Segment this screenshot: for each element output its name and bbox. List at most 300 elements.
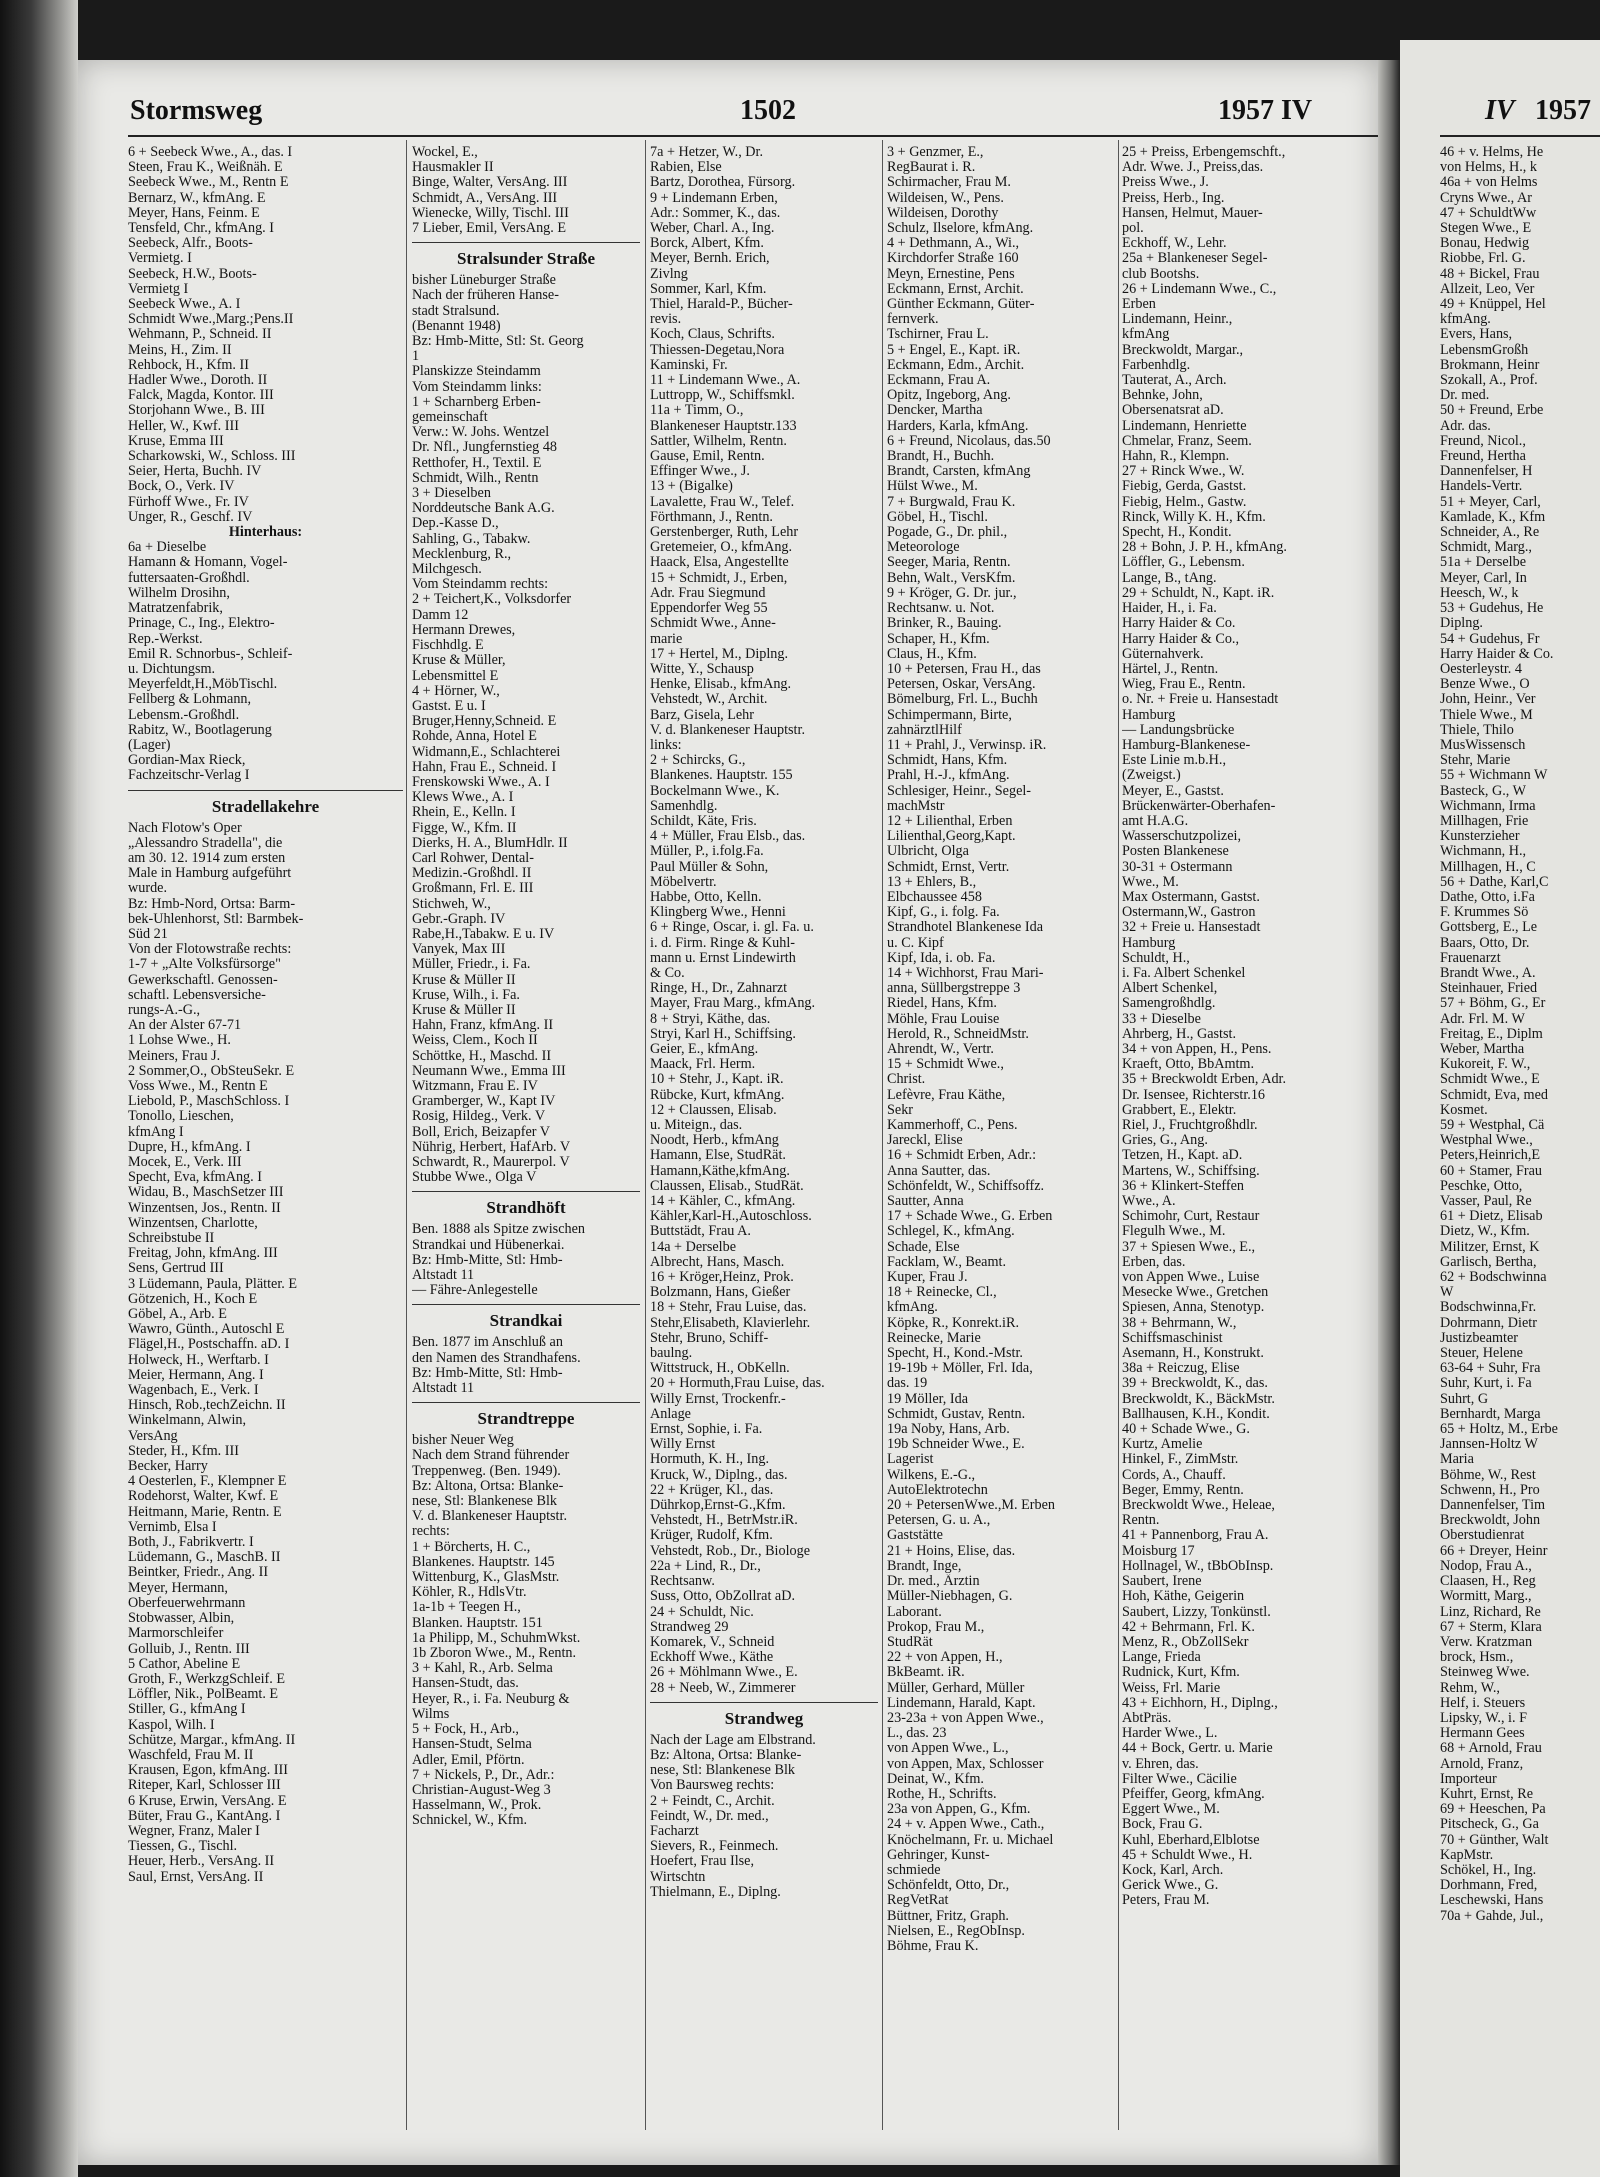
directory-entry: Knöchelmann, Fr. u. Michael [887, 1832, 1054, 1848]
directory-entry: machMstr [887, 798, 945, 814]
directory-entry: Adr. Frau Siegmund [650, 585, 766, 601]
directory-entry: 5 + Fock, H., Arb., [412, 1722, 519, 1738]
directory-entry: Winzentsen, Jos., Rentn. II [128, 1200, 281, 1216]
directory-entry: Saubert, Lizzy, Tonkünstl. [1122, 1604, 1271, 1620]
directory-entry: 4 + Hörner, W., [412, 683, 500, 699]
directory-entry: Brandt Wwe., A. [1440, 965, 1536, 981]
directory-entry: Rosig, Hildeg., Verk. V [412, 1109, 546, 1125]
directory-entry: 35 + Breckwoldt Erben, Adr. [1122, 1072, 1287, 1088]
directory-entry: Winkelmann, Alwin, [128, 1413, 247, 1429]
directory-entry: Obersenatsrat aD. [1122, 403, 1224, 419]
directory-entry: Bock, Frau G. [1122, 1817, 1203, 1833]
directory-entry: i. Fa. Albert Schenkel [1122, 965, 1246, 981]
directory-entry: Schlesiger, Heinr., Segel- [887, 783, 1032, 799]
directory-entry: Schmidt, Hans, Kfm. [887, 753, 1008, 769]
directory-entry: Cords, A., Chauff. [1122, 1467, 1226, 1483]
directory-entry: 24 + v. Appen Wwe., Cath., [887, 1817, 1045, 1833]
directory-entry: u. Dichtungsm. [128, 661, 216, 677]
directory-entry: Schade, Else [887, 1239, 960, 1255]
directory-entry: Witte, Y., Schausp [650, 661, 754, 677]
directory-entry: Planskizze Steindamm [412, 364, 541, 380]
directory-entry: Millhagen, H., C [1440, 859, 1536, 875]
directory-entry: Oberfeuerwehrmann [128, 1595, 246, 1611]
directory-entry: Freund, Hertha [1440, 449, 1526, 465]
directory-entry: Mesecke Wwe., Gretchen [1122, 1285, 1269, 1301]
directory-entry: Kukoreit, F. W., [1440, 1057, 1531, 1073]
directory-entry: 34 + von Appen, H., Pens. [1122, 1041, 1272, 1057]
directory-entry: 2 Sommer,O., ObSteuSekr. E [128, 1063, 295, 1079]
directory-entry: Bz: Altona, Ortsa: Blanke- [650, 1747, 802, 1763]
directory-entry: Habbe, Otto, Kelln. [650, 889, 762, 905]
directory-entry: Harry Haider & Co., [1122, 631, 1240, 647]
directory-entry: Eppendorfer Weg 55 [650, 601, 768, 617]
directory-entry: W [1440, 1285, 1454, 1301]
directory-entry: Both, J., Fabrikvertr. I [128, 1535, 254, 1551]
directory-entry: Golluib, J., Rentn. III [128, 1641, 250, 1657]
directory-entry: „Alessandro Stradella", die [128, 835, 283, 851]
directory-entry: Götzenich, H., Koch E [128, 1291, 258, 1307]
directory-entry: am 30. 12. 1914 zum ersten [128, 850, 286, 866]
directory-entry: Henke, Elisab., kfmAng. [650, 677, 792, 693]
directory-entry: links: [650, 737, 682, 753]
directory-entry: Rohde, Anna, Hotel E [412, 729, 537, 745]
directory-entry: Schulz, Ilselore, kfmAng. [887, 221, 1034, 237]
directory-entry: 63-64 + Suhr, Fra [1440, 1361, 1541, 1377]
directory-entry: 51a + Derselbe [1440, 555, 1526, 571]
directory-entry: Eckmann, Edm., Archit. [887, 357, 1025, 373]
directory-entry: 7a + Hetzer, W., Dr. [650, 145, 764, 160]
directory-entry: 20 + PetersenWwe.,M. Erben [887, 1498, 1055, 1514]
directory-entry: Mecklenburg, R., [412, 546, 512, 562]
directory-entry: Fiebig, Gerda, Gastst. [1122, 479, 1247, 495]
directory-entry: Dr. med., Ärztin [887, 1574, 980, 1590]
directory-entry: Erben, das. [1122, 1254, 1186, 1270]
column-divider [406, 140, 407, 2130]
directory-entry: Büttner, Fritz, Graph. [887, 1908, 1009, 1924]
directory-entry: Petersen, G. u. A., [887, 1513, 991, 1529]
directory-entry: Vehstedt, W., Archit. [650, 692, 768, 708]
directory-entry: 67 + Sterm, Klara [1440, 1619, 1542, 1635]
page-edge [1378, 60, 1400, 2165]
directory-entry: Rodehorst, Walter, Kwf. E [128, 1489, 279, 1505]
directory-entry: von Helms, H., k [1440, 160, 1537, 176]
directory-entry: Hadler Wwe., Doroth. II [128, 373, 268, 389]
directory-entry: Tonollo, Lieschen, [128, 1109, 234, 1125]
directory-entry: Komarek, V., Schneid [650, 1634, 775, 1650]
directory-entry: club Bootshs. [1122, 266, 1200, 282]
directory-entry: Wilhelm Drosihn, [128, 585, 230, 601]
directory-entry: Schmidt, Ernst, Vertr. [887, 859, 1010, 875]
directory-entry: Wwe., M. [1122, 874, 1179, 890]
directory-entry: Gramberger, W., Kapt IV [412, 1094, 556, 1110]
directory-entry: Binge, Walter, VersAng. III [412, 175, 568, 191]
directory-entry: Meyerfeldt,H.,MöbTischl. [128, 677, 278, 693]
section-heading: Hinterhaus: [228, 525, 303, 541]
directory-entry: 25 + Preiss, Erbengemschft., [1122, 145, 1286, 160]
directory-entry: Gehringer, Kunst- [887, 1847, 990, 1863]
directory-entry: Ulbricht, Olga [887, 844, 969, 860]
directory-entry: Peters,Heinrich,E [1440, 1148, 1541, 1164]
directory-entry: Este Linie m.b.H., [1122, 753, 1227, 769]
directory-entry: Müller-Niebhagen, G. [887, 1589, 1013, 1605]
directory-entry: Evers, Hans, [1440, 327, 1513, 343]
directory-entry: Schimpermann, Birte, [887, 707, 1012, 723]
directory-entry: Rinck, Willy K. H., Kfm. [1122, 509, 1266, 525]
directory-entry: 22 + Krüger, Kl., das. [650, 1482, 774, 1498]
directory-entry: Brückenwärter-Oberhafen- [1122, 798, 1276, 814]
directory-entry: rungs-A.-G., [128, 1002, 201, 1018]
directory-entry: Hülst Wwe., M. [887, 479, 978, 495]
directory-entry: Marmorschleifer [128, 1626, 224, 1642]
directory-entry: Wieg, Frau E., Rentn. [1122, 677, 1246, 693]
directory-entry: Flägel,H., Postschaffn. aD. I [128, 1337, 290, 1353]
directory-entry: 4 + Müller, Frau Elsb., das. [650, 829, 806, 845]
directory-entry: Bz: Altona, Ortsa: Blanke- [412, 1478, 564, 1494]
directory-entry: 6 + Ringe, Oscar, i. gl. Fa. u. [650, 920, 814, 936]
directory-entry: Kamlade, K., Kfm [1440, 509, 1546, 525]
directory-entry: Kraeft, Otto, BbAmtm. [1122, 1057, 1255, 1073]
directory-entry: 19b Schneider Wwe., E. [887, 1437, 1025, 1453]
directory-entry: 40 + Schade Wwe., G. [1122, 1422, 1250, 1438]
directory-entry: Thiel, Harald-P., Bücher- [650, 297, 793, 313]
directory-entry: LebensmGroßh [1440, 342, 1529, 358]
facing-header-rule [1440, 135, 1600, 137]
directory-entry: Behn, Walt., VersKfm. [887, 570, 1016, 586]
directory-entry: Schökel, H., Ing. [1440, 1862, 1537, 1878]
directory-entry: AbtPräs. [1122, 1710, 1172, 1726]
directory-entry: Gastst. E u. I [412, 698, 486, 714]
directory-entry: Milchgesch. [412, 562, 482, 578]
directory-entry: Lindemann, Henriette [1122, 418, 1247, 434]
directory-entry: Kruse, Emma III [128, 433, 224, 449]
directory-entry: Nach der früheren Hanse- [412, 288, 559, 304]
directory-entry: Meyer, Carl, In [1440, 570, 1527, 586]
directory-entry: Anlage [650, 1406, 691, 1422]
directory-entry: Samenhdlg. [650, 798, 718, 814]
directory-entry: Bock, O., Verk. IV [128, 479, 235, 495]
directory-entry: amt H.A.G. [1122, 813, 1189, 829]
directory-entry: Rep.-Werkst. [128, 631, 203, 647]
directory-entry: Schmidt Wwe., E [1440, 1072, 1540, 1088]
directory-entry: Ballhausen, K.H., Kondit. [1122, 1406, 1270, 1422]
directory-entry: Kaspol, Wilh. I [128, 1717, 215, 1733]
directory-entry: 26 + Lindemann Wwe., C., [1122, 281, 1277, 297]
directory-entry: 51 + Meyer, Carl, [1440, 494, 1541, 510]
street-heading: Strandtreppe [412, 1402, 640, 1431]
directory-entry: Saul, Ernst, VersAng. II [128, 1869, 264, 1885]
directory-entry: 33 + Dieselbe [1122, 1011, 1201, 1027]
directory-entry: 25a + Blankeneser Segel- [1122, 251, 1268, 267]
directory-entry: Von Baursweg rechts: [650, 1778, 775, 1794]
directory-entry: Wehmann, P., Schneid. II [128, 327, 272, 343]
directory-entry: Steen, Frau K., Weißnäh. E [128, 160, 283, 176]
directory-entry: Wildeisen, W., Pens. [887, 190, 1004, 206]
directory-entry: Matratzenfabrik, [128, 601, 223, 617]
directory-entry: 47 + SchuldtWw [1440, 205, 1537, 221]
directory-entry: 46a + von Helms [1440, 175, 1538, 191]
directory-entry: Stiller, G., kfmAng I [128, 1702, 246, 1718]
directory-entry: Köpke, R., Konrekt.iR. [887, 1315, 1020, 1331]
directory-entry: Güternahverk. [1122, 646, 1204, 662]
directory-entry: Sommer, Karl, Kfm. [650, 281, 767, 297]
directory-entry: Hamburg [1122, 707, 1176, 723]
directory-entry: Specht, H., Kondit. [1122, 525, 1232, 541]
directory-entry: Heller, W., Kwf. III [128, 418, 239, 434]
directory-entry: Kock, Karl, Arch. [1122, 1862, 1224, 1878]
directory-entry: Rudnick, Kurt, Kfm. [1122, 1665, 1240, 1681]
page-year-volume: 1957 IV [1218, 95, 1313, 126]
directory-entry: Rübcke, Kurt, kfmAng. [650, 1087, 785, 1103]
directory-entry: Strandhotel Blankenese Ida [887, 920, 1044, 936]
directory-entry: Specht, Eva, kfmAng. I [128, 1170, 262, 1186]
directory-entry: V. d. Blankeneser Hauptstr. [650, 722, 805, 738]
directory-entry: Hamann,Käthe,kfmAng. [650, 1163, 790, 1179]
directory-entry: 5 + Engel, E., Kapt. iR. [887, 342, 1021, 358]
directory-entry: 6 + Seebeck Wwe., A., das. I [128, 145, 293, 160]
directory-entry: Hamburg-Blankenese- [1122, 737, 1251, 753]
directory-entry: von Appen Wwe., Luise [1122, 1270, 1260, 1286]
directory-entry: Kuper, Frau J. [887, 1270, 968, 1286]
directory-entry: Adler, Emil, Pförtn. [412, 1752, 525, 1768]
directory-entry: Laborant. [887, 1604, 942, 1620]
directory-entry: (Zweigst.) [1122, 768, 1181, 784]
directory-column-5 [1122, 145, 1378, 2145]
directory-entry: Vehstedt, Rob., Dr., Biologe [650, 1543, 810, 1559]
directory-entry: Oberstudienrat [1440, 1528, 1525, 1544]
directory-entry: Damm 12 [412, 607, 469, 623]
directory-entry: Baars, Otto, Dr. [1440, 935, 1530, 951]
directory-entry: Groth, F., WerkzgSchleif. E [128, 1671, 286, 1687]
directory-entry: Kruse & Müller, [412, 653, 506, 669]
directory-entry: Freitag, E., Diplm [1440, 1026, 1543, 1042]
directory-entry: Nielsen, E., RegObInsp. [887, 1923, 1025, 1939]
directory-entry: 54 + Gudehus, Fr [1440, 631, 1540, 647]
directory-entry: 6 + Freund, Nicolaus, das.50 [887, 433, 1051, 449]
directory-entry: Schaper, H., Kfm. [887, 631, 990, 647]
directory-entry: 39 + Breckwoldt, K., das. [1122, 1376, 1268, 1392]
directory-entry: (Benannt 1948) [412, 318, 501, 334]
directory-entry: Basteck, G., W [1440, 783, 1527, 799]
directory-entry: Benze Wwe., O [1440, 677, 1530, 693]
directory-entry: Lebensmittel E [412, 668, 499, 684]
directory-entry: Bartz, Dorothea, Fürsorg. [650, 175, 796, 191]
directory-entry: Blankenes. Hauptstr. 145 [412, 1554, 555, 1570]
directory-entry: Dührkop,Ernst-G.,Kfm. [650, 1498, 786, 1514]
directory-entry: Suss, Otto, ObZollrat aD. [650, 1589, 796, 1605]
directory-entry: Garlisch, Bertha, [1440, 1254, 1537, 1270]
directory-entry: Haack, Elsa, Angestellte [650, 555, 789, 571]
directory-entry: Rehm, W., [1440, 1680, 1500, 1696]
directory-entry: Fachzeitschr-Verlag I [128, 768, 250, 784]
directory-entry: Blankeneser Hauptstr.133 [650, 418, 797, 434]
directory-entry: Moisburg 17 [1122, 1543, 1195, 1559]
directory-entry: Nach dem Strand führender [412, 1448, 570, 1464]
directory-entry: 12 + Claussen, Elisab. [650, 1102, 777, 1118]
directory-entry: Gause, Emil, Rentn. [650, 449, 765, 465]
directory-entry: Schmidt, Gustav, Rentn. [887, 1406, 1026, 1422]
directory-entry: Vom Steindamm rechts: [412, 577, 549, 593]
directory-entry: Wagenbach, E., Verk. I [128, 1383, 259, 1399]
directory-entry: Rabitz, W., Bootlagerung [128, 722, 272, 738]
directory-entry: 7 + Nickels, P., Dr., Adr.: [412, 1767, 555, 1783]
directory-entry: fernverk. [887, 312, 939, 328]
directory-entry: Bernhardt, Marga [1440, 1406, 1541, 1422]
directory-entry: Male in Hamburg aufgeführt [128, 866, 292, 882]
directory-entry: Adr.: Sommer, K., das. [650, 205, 781, 221]
directory-entry: 17 + Hertel, M., Diplng. [650, 646, 789, 662]
directory-entry: Petersen, Oskar, VersAng. [887, 677, 1036, 693]
directory-entry: Kunsterzieher [1440, 829, 1520, 845]
directory-entry: 2 + Teichert,K., Volksdorfer [412, 592, 572, 608]
directory-entry: Asemann, H., Konstrukt. [1122, 1346, 1264, 1362]
directory-entry: Gaststätte [887, 1528, 943, 1544]
directory-entry: 18 + Reinecke, Cl., [887, 1285, 997, 1301]
directory-entry: 1a Philipp, M., SchuhmWkst. [412, 1630, 581, 1646]
directory-entry: Hermann Gees [1440, 1726, 1525, 1742]
directory-entry: 30-31 + Ostermann [1122, 859, 1233, 875]
directory-entry: Altstadt 11 [412, 1268, 475, 1284]
directory-entry: Becker, Harry [128, 1459, 208, 1475]
facing-year: 1957 [1535, 95, 1591, 126]
directory-entry: Stryi, Karl H., Schiffsing. [650, 1026, 796, 1042]
directory-entry: Tensfeld, Chr., kfmAng. I [128, 221, 274, 237]
directory-entry: Sattler, Wilhelm, Rentn. [650, 433, 787, 449]
directory-entry: Strandkai und Hübenerkai. [412, 1237, 565, 1253]
directory-entry: Thielmann, E., Diplng. [650, 1884, 781, 1900]
directory-entry: Lindemann, Heinr., [1122, 312, 1233, 328]
directory-entry: Hamburg [1122, 935, 1176, 951]
directory-entry: Stegen Wwe., E [1440, 221, 1532, 237]
directory-entry: 69 + Heeschen, Pa [1440, 1802, 1546, 1818]
directory-entry: Borck, Albert, Kfm. [650, 236, 764, 252]
directory-entry: BkBeamt. iR. [887, 1665, 965, 1681]
directory-entry: Rehbock, H., Kfm. II [128, 357, 249, 373]
directory-entry: Dohrmann, Dietr [1440, 1315, 1537, 1331]
directory-entry: 20 + Hormuth,Frau Luise, das. [650, 1376, 825, 1392]
directory-entry: StudRät [887, 1634, 933, 1650]
directory-entry: Prinage, C., Ing., Elektro- [128, 616, 275, 632]
directory-entry: 9 + Kröger, G. Dr. jur., [887, 585, 1017, 601]
directory-entry: Büter, Frau G., KantAng. I [128, 1808, 281, 1824]
directory-entry: Schmidt Wwe., Anne- [650, 616, 776, 632]
directory-entry: Koch, Claus, Schrifts. [650, 327, 775, 343]
directory-entry: 56 + Dathe, Karl,C [1440, 874, 1549, 890]
directory-entry: MusWissensch [1440, 737, 1526, 753]
directory-entry: 61 + Dietz, Elisab [1440, 1209, 1543, 1225]
directory-entry: Prahl, H.-J., kfmAng. [887, 768, 1010, 784]
directory-entry: Lange, Frieda [1122, 1650, 1201, 1666]
directory-entry: rechts: [412, 1524, 450, 1540]
directory-entry: Kuhl, Eberhard,Elblotse [1122, 1832, 1260, 1848]
directory-entry: Steder, H., Kfm. III [128, 1443, 239, 1459]
directory-entry: Brinker, R., Bauing. [887, 616, 1002, 632]
directory-entry: 16 + Schmidt Erben, Adr.: [887, 1148, 1037, 1164]
directory-entry: Jareckl, Elise [887, 1133, 963, 1149]
directory-entry: Barz, Gisela, Lehr [650, 707, 754, 723]
directory-entry: das. 19 [887, 1376, 928, 1392]
directory-entry: Meyn, Ernestine, Pens [887, 266, 1015, 282]
directory-entry: Sekr [887, 1102, 914, 1118]
directory-entry: Bernarz, W., kfmAng. E [128, 190, 266, 206]
directory-entry: Dannenfelser, H [1440, 464, 1533, 480]
directory-entry: Bonau, Hedwig [1440, 236, 1530, 252]
directory-entry: (Lager) [128, 737, 171, 753]
directory-entry: Möbelvertr. [650, 874, 717, 890]
book-spine [0, 0, 78, 2177]
directory-entry: Szokall, A., Prof. [1440, 373, 1538, 389]
directory-entry: Nach der Lage am Elbstrand. [650, 1732, 816, 1748]
directory-entry: 19-19b + Möller, Frl. Ida, [887, 1361, 1033, 1377]
directory-entry: Frenskowski Wwe., A. I [412, 774, 550, 790]
directory-entry: Kammerhoff, C., Pens. [887, 1118, 1018, 1133]
directory-entry: Dathe, Otto, i.Fa [1440, 889, 1535, 905]
directory-entry: 44 + Bock, Gertr. u. Marie [1122, 1741, 1273, 1757]
directory-entry: 2 + Schircks, G., [650, 753, 746, 769]
directory-entry: Diplng. [1440, 616, 1483, 632]
directory-entry: Hahn, Franz, kfmAng. II [412, 1018, 554, 1034]
directory-entry: Meteorologe [887, 540, 960, 556]
directory-entry: Heyer, R., i. Fa. Neuburg & [412, 1691, 570, 1707]
directory-entry: 14 + Wichhorst, Frau Mari- [887, 965, 1044, 981]
directory-entry: 28 + Neeb, W., Zimmerer [650, 1680, 796, 1696]
directory-entry: 11a + Timm, O., [650, 403, 744, 419]
directory-entry: Kuhrt, Ernst, Re [1440, 1786, 1533, 1802]
directory-entry: Winzentsen, Charlotte, [128, 1215, 258, 1231]
directory-column-3 [650, 145, 878, 2145]
directory-entry: Ringe, H., Dr., Zahnarzt [650, 981, 788, 997]
directory-entry: 5 Cathor, Abeline E [128, 1656, 241, 1672]
directory-entry: Thiessen-Degetau,Nora [650, 342, 785, 358]
directory-entry: 45 + Schuldt Wwe., H. [1122, 1847, 1253, 1863]
directory-entry: Preiss, Herb., Ing. [1122, 190, 1225, 206]
directory-entry: Beintker, Friedr., Ang. II [128, 1565, 269, 1581]
directory-entry: Blankenes. Hauptstr. 155 [650, 768, 793, 784]
directory-entry: Eckmann, Frau A. [887, 373, 991, 389]
directory-entry: An der Alster 67-71 [128, 1018, 242, 1034]
directory-entry: Schimohr, Curt, Restaur [1122, 1209, 1260, 1225]
directory-entry: 21 + Hoins, Elise, das. [887, 1543, 1016, 1559]
directory-entry: Gordian-Max Rieck, [128, 753, 246, 769]
directory-entry: Facklam, W., Beamt. [887, 1254, 1006, 1270]
directory-entry: Thiele Wwe., M [1440, 707, 1533, 723]
directory-entry: 14 + Kähler, C., kfmAng. [650, 1194, 796, 1210]
directory-entry: Ahrberg, H., Gastst. [1122, 1026, 1237, 1042]
directory-entry: Pogade, G., Dr. phil., [887, 525, 1008, 541]
directory-entry: Witzmann, Frau E. IV [412, 1078, 538, 1094]
directory-entry: Freitag, John, kfmAng. III [128, 1246, 278, 1262]
directory-entry: Härtel, J., Rentn. [1122, 661, 1219, 677]
directory-entry: Norddeutsche Bank A.G. [412, 501, 555, 517]
directory-entry: Kaminski, Fr. [650, 357, 728, 373]
directory-entry: Vermietg I [128, 281, 189, 297]
directory-entry: den Namen des Strandhafens. [412, 1350, 581, 1366]
directory-entry: Dr. Nfl., Jungfernstieg 48 [412, 440, 558, 456]
directory-entry: Löffler, Nik., PolBeamt. E [128, 1687, 279, 1703]
directory-entry: Lange, B., tAng. [1122, 570, 1217, 586]
directory-entry: Dupre, H., kfmAng. I [128, 1139, 251, 1155]
directory-entry: 59 + Westphal, Cä [1440, 1118, 1545, 1133]
directory-entry: Millhagen, Frie [1440, 813, 1529, 829]
directory-entry: Riteper, Karl, Schlosser III [128, 1778, 281, 1794]
directory-entry: Stehr,Elisabeth, Klavierlehr. [650, 1315, 811, 1331]
directory-entry: — Fähre-Anlegestelle [412, 1283, 538, 1299]
directory-entry: Behnke, John, [1122, 388, 1203, 404]
directory-entry: Bz: Hmb-Mitte, Stl: Hmb- [412, 1252, 563, 1268]
directory-entry: Gerstenberger, Ruth, Lehr [650, 525, 799, 541]
directory-entry: Harders, Karla, kfmAng. [887, 418, 1029, 434]
directory-entry: Breckwoldt, Margar., [1122, 342, 1244, 358]
directory-entry: & Co. [650, 965, 685, 981]
